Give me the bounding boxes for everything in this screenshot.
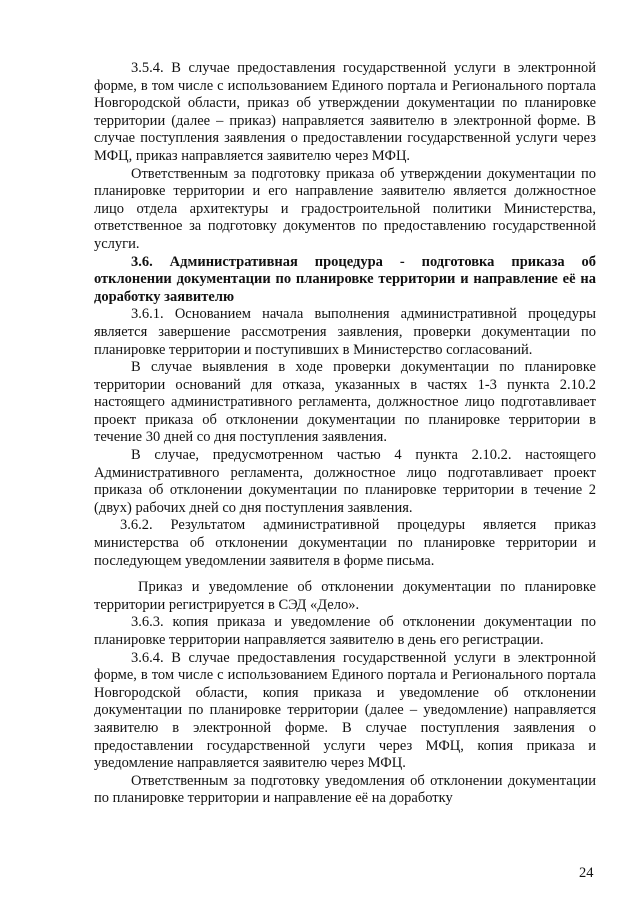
paragraph-3-6-3: 3.6.3. копия приказа и уведомление об отклонении документации по планировке территории направляется заявителю в день его регистрации. bbox=[94, 614, 596, 648]
paragraph-3-5-4: 3.5.4. В случае предоставления государственной услуги в электронной форме, в том числе с использованием Единого портала и Регионального портала Новгородской области, приказ об утверждении документации по планировке территории (далее – приказ) направляется заявителю в электронной форме. В случае поступления заявления о предоставлении государственной услуги через МФЦ, приказ направляется заявителю через МФЦ. bbox=[94, 60, 596, 164]
page-number: 24 bbox=[579, 865, 594, 881]
paragraph-3-6-2: 3.6.2. Результатом административной процедуры является приказ министерства об отклонении документации по планировке территории и последующем уведомлении заявителя в форме письма. bbox=[94, 517, 596, 569]
paragraph-rejection-case-1: В случае выявления в ходе проверки документации по планировке территории оснований для отказа, указанных в частях 1-3 пункта 2.10.2 настоящего административного регламента, должностное лицо подготавливает проект приказа об отклонении документации по планировке территории в течение 30 дней со дня поступления заявления. bbox=[94, 359, 596, 446]
paragraph-3-6-1: 3.6.1. Основанием начала выполнения административной процедуры является завершение рассмотрения заявления, проверки документации по планировке территории и поступивших в Министерство согласований. bbox=[94, 306, 596, 358]
section-heading-3-6: 3.6. Административная процедура - подготовка приказа об отклонении документации по планировке территории и направление её на доработку заявителю bbox=[94, 253, 596, 305]
paragraph-registration: Приказ и уведомление об отклонении документации по планировке территории регистрируется в СЭД «Дело». bbox=[94, 579, 596, 613]
paragraph-rejection-case-2: В случае, предусмотренном частью 4 пункта 2.10.2. настоящего Административного регламента, должностное лицо подготавливает проект приказа об отклонении документации по планировке территории в течение 2 (двух) рабочих дней со дня поступления заявления. bbox=[94, 447, 596, 516]
paragraph-responsible-notification: Ответственным за подготовку уведомления об отклонении документации по планировке территории и направление её на доработку bbox=[94, 772, 596, 807]
paragraph-responsible-approval: Ответственным за подготовку приказа об утверждении документации по планировке территории и его направление заявителю является должностное лицо отдела архитектуры и градостроительной политики Министерства, ответственное за подготовку документов по предоставлению государственной услуги. bbox=[94, 165, 596, 252]
paragraph-3-6-4: 3.6.4. В случае предоставления государственной услуги в электронной форме, в том числе с использованием Единого портала и Регионального портала Новгородской области, копия приказа и уведомление об отклонении документации по планировке территории (далее – уведомление) направляется заявителю в электронной форме. В случае поступления заявления о предоставлении государственной услуги через МФЦ, копия приказа и уведомление направляется заявителю через МФЦ. bbox=[94, 649, 596, 772]
document-page bbox=[94, 60, 596, 808]
